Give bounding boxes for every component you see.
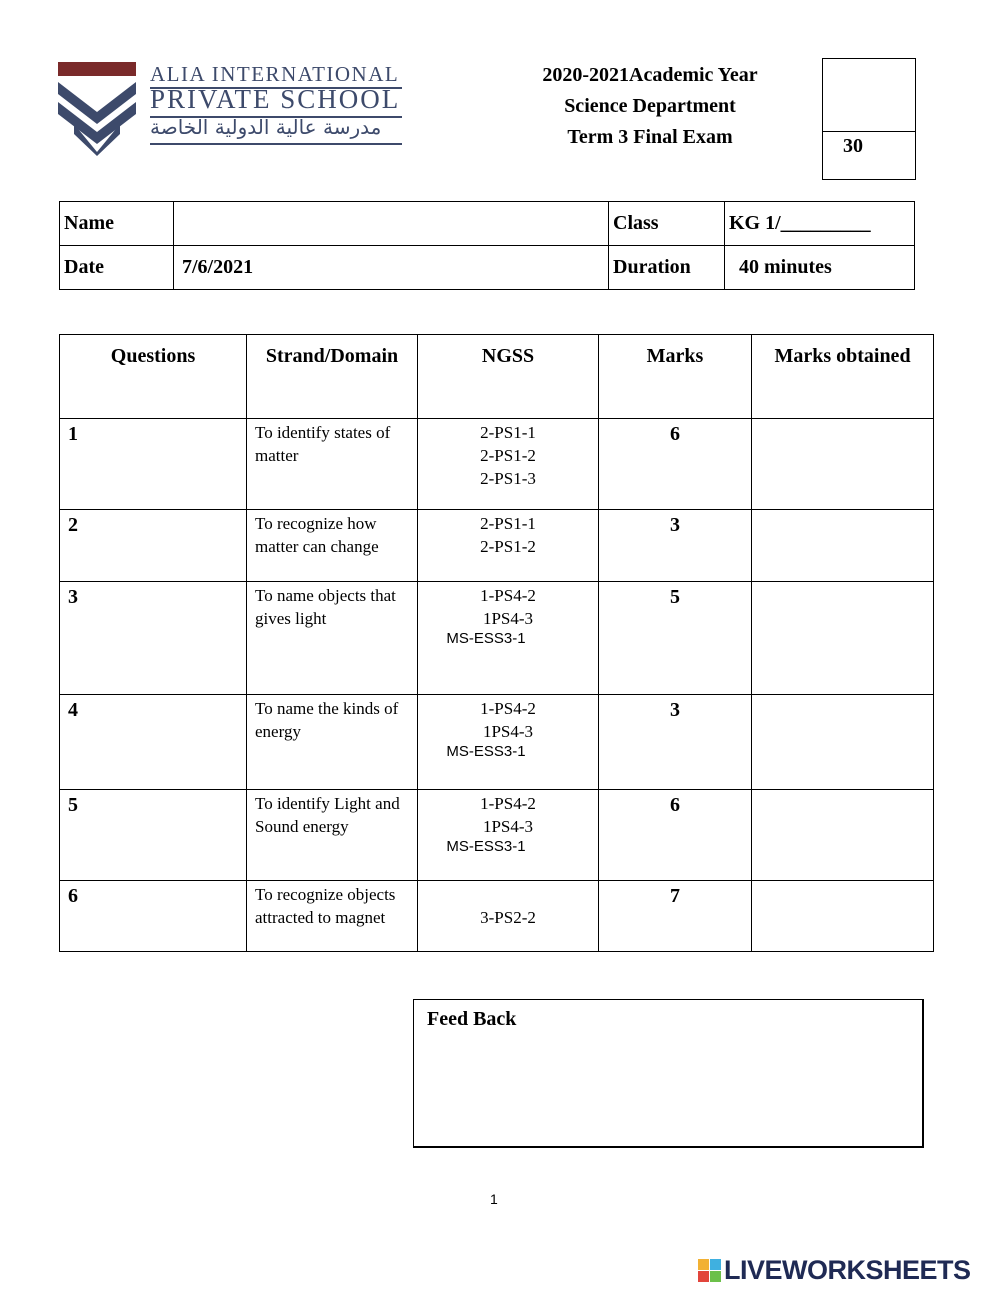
table-row: [60, 695, 934, 790]
liveworksheets-logo-icon: [698, 1259, 721, 1282]
school-name-arabic: مدرسة عالية الدولية الخاصة: [150, 115, 382, 139]
marks-obtained-field[interactable]: [752, 790, 934, 881]
table-row: [60, 510, 934, 582]
question-number: 3: [60, 582, 247, 695]
ngss-code: 2-PS1-2: [480, 446, 536, 465]
header-strand: Strand/Domain: [247, 335, 418, 419]
marks-obtained-field[interactable]: [752, 582, 934, 695]
table-row: [60, 582, 934, 695]
strand-text: To identify Light and Sound energy: [247, 790, 418, 881]
page-number: 1: [490, 1191, 498, 1207]
ngss-code: 2-PS1-3: [480, 469, 536, 488]
ngss-code: 1-PS4-2: [480, 794, 536, 813]
ngss-codes: [418, 419, 599, 510]
marks-header-row: [60, 335, 934, 419]
marks-obtained-field[interactable]: [752, 695, 934, 790]
ngss-codes: [418, 881, 599, 952]
marks-table: [59, 334, 934, 952]
header-marks: Marks: [599, 335, 752, 419]
watermark-text: LIVEWORKSHEETS: [724, 1254, 971, 1285]
table-row: [60, 881, 934, 952]
student-info-table: [59, 201, 915, 290]
question-number: 1: [60, 419, 247, 510]
school-crest-icon: [58, 60, 148, 156]
marks-value: 5: [599, 582, 752, 695]
ngss-code: 2-PS1-1: [480, 514, 536, 533]
date-label: Date: [60, 246, 174, 290]
feedback-label: Feed Back: [427, 1008, 517, 1030]
name-label: Name: [60, 202, 174, 246]
marks-value: 7: [599, 881, 752, 952]
duration-value: 40 minutes: [725, 246, 915, 290]
strand-text: To name objects that gives light: [247, 582, 418, 695]
info-row: [60, 246, 915, 290]
ngss-codes: [418, 790, 599, 881]
question-number: 5: [60, 790, 247, 881]
question-number: 4: [60, 695, 247, 790]
ngss-code: 1PS4-3: [482, 609, 534, 628]
ngss-code: 1PS4-3: [482, 722, 534, 741]
ngss-codes: [418, 582, 599, 695]
ngss-ms-code: MS-ESS3-1: [446, 630, 526, 647]
marks-value: 3: [599, 695, 752, 790]
ngss-ms-code: MS-ESS3-1: [446, 838, 526, 855]
marks-obtained-field[interactable]: [752, 881, 934, 952]
feedback-box[interactable]: [413, 999, 924, 1148]
school-logo: [58, 60, 408, 156]
question-number: 2: [60, 510, 247, 582]
ngss-codes: [418, 510, 599, 582]
header-ngss: NGSS: [418, 335, 599, 419]
marks-obtained-field[interactable]: [752, 510, 934, 582]
ngss-code: 2-PS1-1: [480, 423, 536, 442]
ngss-codes: [418, 695, 599, 790]
strand-text: To identify states of matter: [247, 419, 418, 510]
header-marks-obtained: Marks obtained: [752, 335, 934, 419]
class-label: Class: [609, 202, 725, 246]
marks-obtained-field[interactable]: [752, 419, 934, 510]
info-row: [60, 202, 915, 246]
exam-header: [500, 60, 800, 153]
ngss-code: 1PS4-3: [482, 817, 534, 836]
strand-text: To recognize how matter can change: [247, 510, 418, 582]
ngss-ms-code: MS-ESS3-1: [446, 743, 526, 760]
name-field[interactable]: [174, 202, 609, 246]
marks-value: 6: [599, 419, 752, 510]
marks-value: 3: [599, 510, 752, 582]
ngss-code: 1-PS4-2: [480, 699, 536, 718]
strand-text: To recognize objects attracted to magnet: [247, 881, 418, 952]
marks-value: 6: [599, 790, 752, 881]
score-divider: [823, 131, 915, 132]
question-number: 6: [60, 881, 247, 952]
header-questions: Questions: [60, 335, 247, 419]
logo-divider: [150, 143, 402, 145]
table-row: [60, 419, 934, 510]
ngss-code: 3-PS2-2: [480, 908, 536, 927]
ngss-code: 2-PS1-2: [480, 537, 536, 556]
score-box: [822, 58, 916, 180]
score-total: 30: [843, 135, 863, 157]
table-row: [60, 790, 934, 881]
strand-text: To name the kinds of energy: [247, 695, 418, 790]
school-name-line1: ALIA INTERNATIONAL: [150, 62, 400, 86]
duration-label: Duration: [609, 246, 725, 290]
date-value: 7/6/2021: [174, 246, 609, 290]
ngss-code: 1-PS4-2: [480, 586, 536, 605]
department: Science Department: [564, 95, 736, 117]
liveworksheets-watermark: [698, 1255, 971, 1285]
academic-year: 2020-2021Academic Year: [542, 64, 758, 86]
class-field[interactable]: KG 1/_________: [725, 202, 915, 246]
exam-title: Term 3 Final Exam: [567, 126, 733, 148]
ngss-code: [418, 883, 598, 906]
school-name-line2: PRIVATE SCHOOL: [150, 84, 401, 114]
